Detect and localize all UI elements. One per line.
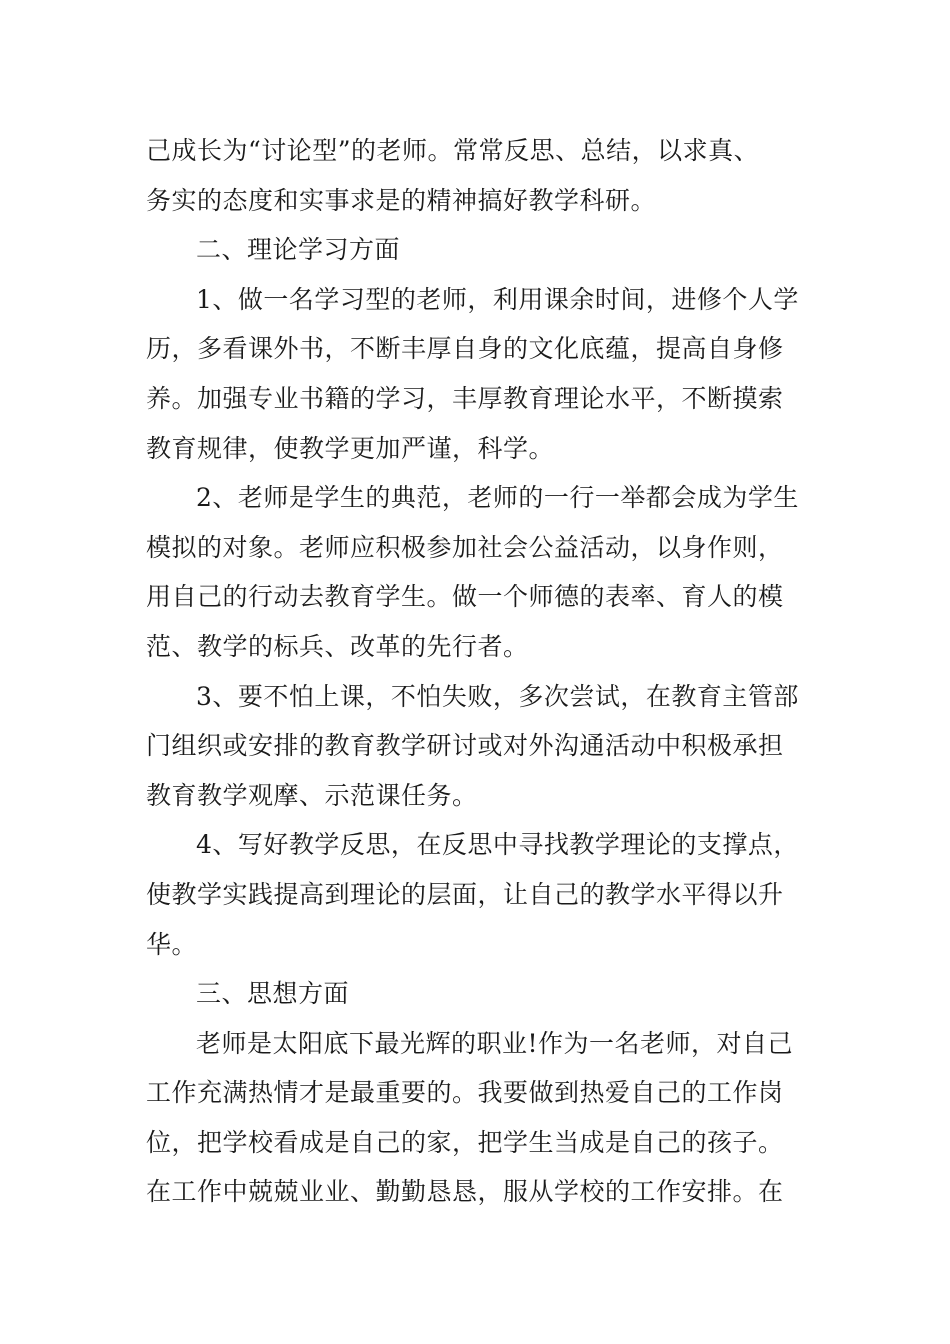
text-line: 使教学实践提高到理论的层面，让自己的教学水平得以升 [146,879,784,909]
text-line: 工作充满热情才是最重要的。我要做到热爱自己的工作岗 [146,1078,784,1108]
text-line: 二、理论学习方面 [196,235,401,265]
document-body [146,126,808,1217]
text-line: 务实的态度和实事求是的精神搞好教学科研。 [146,185,657,215]
text-line: 在工作中兢兢业业、勤勤恳恳，服从学校的工作安排。在 [146,1177,784,1207]
text-line: 模拟的对象。老师应积极参加社会公益活动，以身作则， [146,532,784,562]
text-line: 华。 [146,929,198,959]
text-line: 位，把学校看成是自己的家，把学生当成是自己的孩子。 [146,1127,784,1157]
text-line: 历，多看课外书，不断丰厚自身的文化底蕴，提高自身修 [146,334,784,364]
text-line: 4、写好教学反思，在反思中寻找教学理论的支撑点， [196,830,799,860]
text-line: 范、教学的标兵、改革的先行者。 [146,631,529,661]
text-line: 养。加强专业书籍的学习，丰厚教育理论水平，不断摸索 [146,383,784,413]
text-line: 门组织或安排的教育教学研讨或对外沟通活动中积极承担 [146,731,784,761]
text-line: 2、老师是学生的典范，老师的一行一举都会成为学生 [196,483,799,513]
text-line: 己成长为“讨论型”的老师。常常反思、总结，以求真、 [146,136,760,165]
text-line: 1、做一名学习型的老师，利用课余时间，进修个人学 [196,284,799,314]
text-line: 3、要不怕上课，不怕失败，多次尝试，在教育主管部 [196,681,799,711]
text-line: 老师是太阳底下最光辉的职业!作为一名老师，对自己 [196,1028,794,1058]
text-line: 教育教学观摩、示范课任务。 [146,780,478,810]
text-line: 教育规律，使教学更加严谨，科学。 [146,433,555,463]
text-line: 用自己的行动去教育学生。做一个师德的表率、育人的模 [146,582,784,612]
text-line: 三、思想方面 [196,979,350,1009]
